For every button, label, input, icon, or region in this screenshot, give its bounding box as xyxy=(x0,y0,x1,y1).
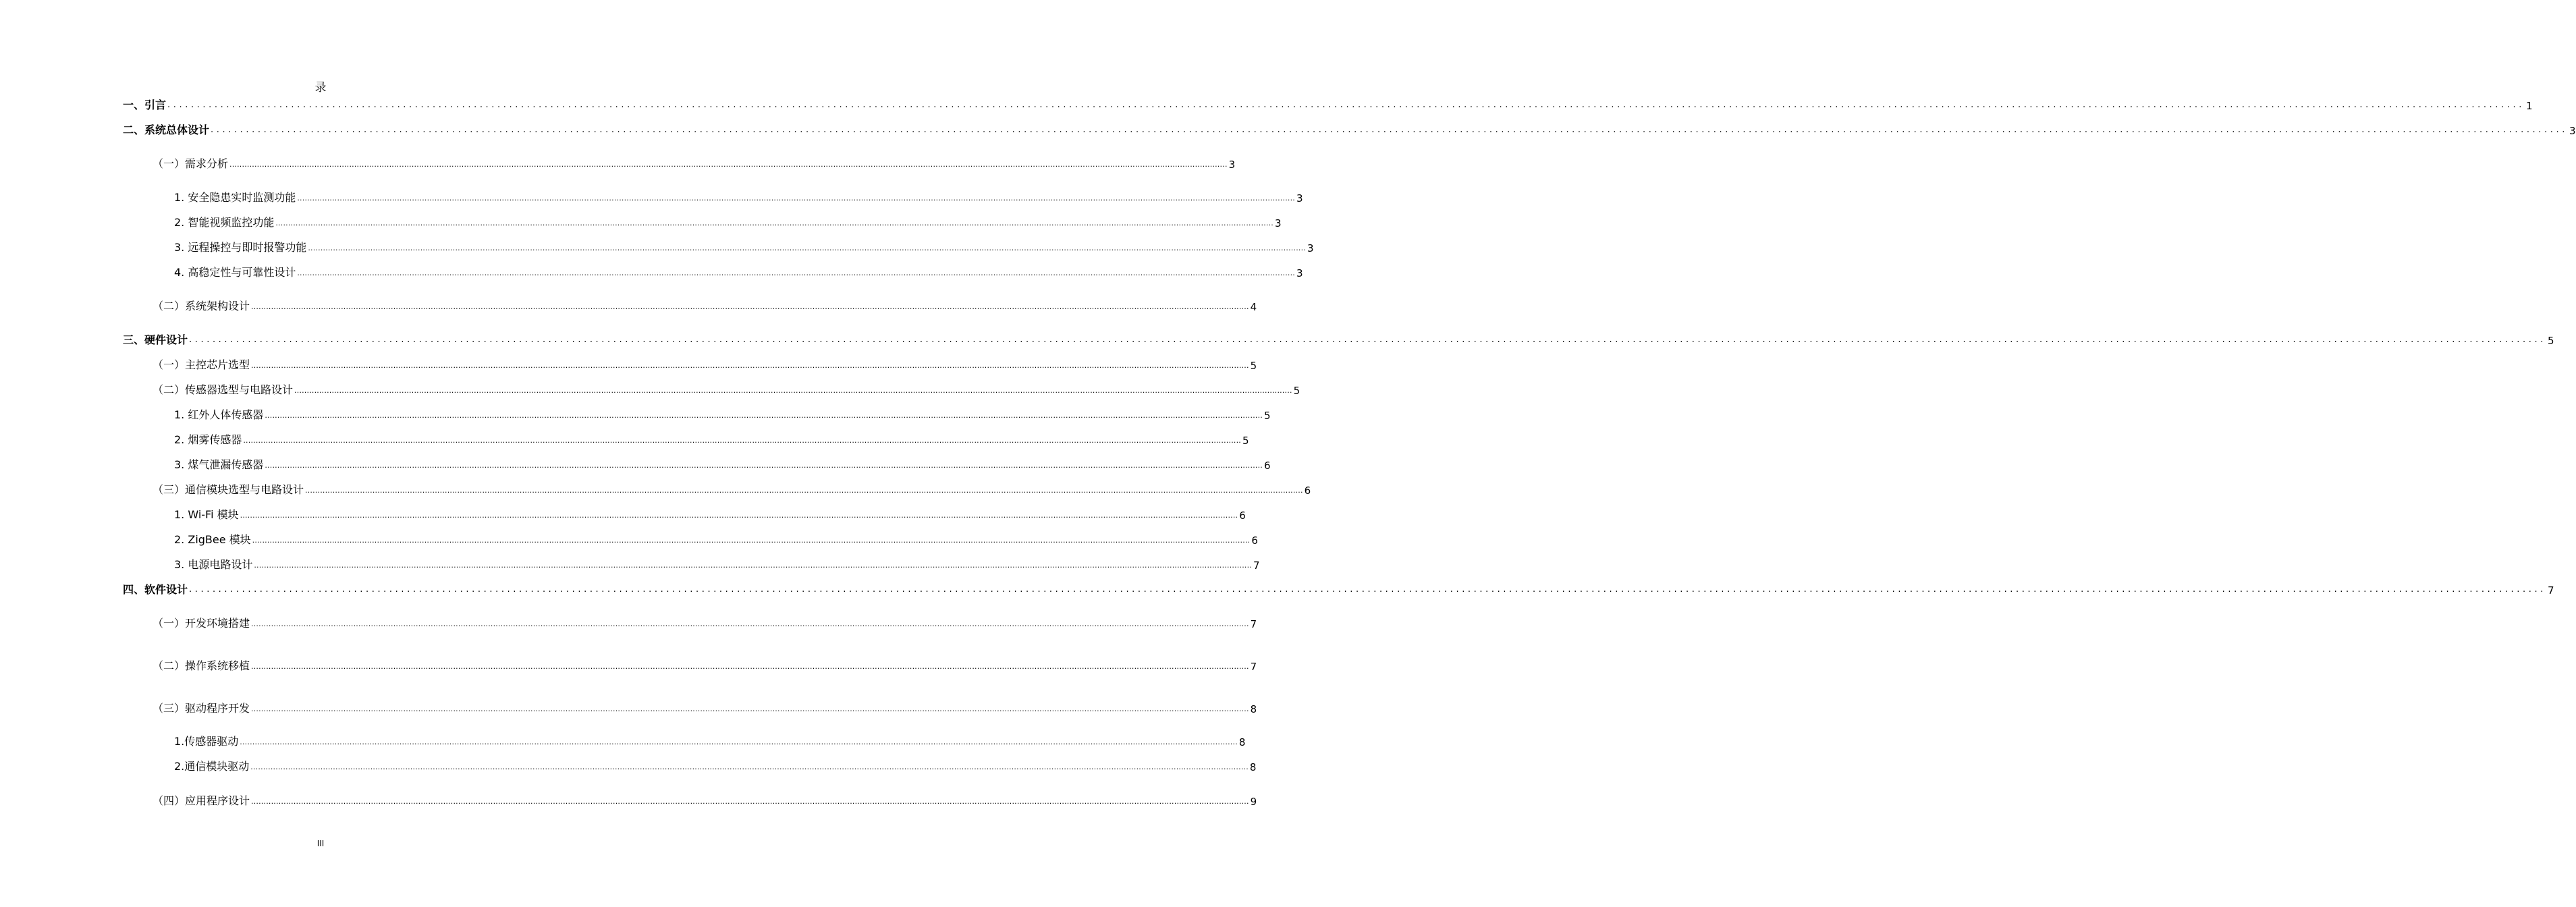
toc-leader-dots: ................................................................................................................................................................................................................................................................................................................................................................................................................ xyxy=(294,386,1292,395)
toc-entry-text: 二、系统总体设计 xyxy=(123,123,210,136)
toc-entry-text: （一）主控芯片选型 xyxy=(153,358,250,371)
toc-entry-text: （三）驱动程序开发 xyxy=(153,702,250,715)
toc-page-number: 6 xyxy=(1251,534,1258,547)
toc-page-number: 9 xyxy=(1250,796,1257,808)
toc-leader-dots: ................................................................................................................................................................................................................................................................................................................................................................................................................ xyxy=(305,486,1303,495)
toc-leader-dots: ................................................................................................................................................................................................................................................................................................................................................................................................................ xyxy=(250,763,1249,771)
toc-entry-text: 3. 煤气泄漏传感器 xyxy=(174,458,264,471)
toc-page-number: 3 xyxy=(1296,267,1303,279)
toc-page-number: 5 xyxy=(2547,335,2554,347)
toc-entry-text: 1.传感器驱动 xyxy=(174,735,239,748)
toc-leader-dots: ................................................................................................................................................................................................................................................................................................................................................................................................................ xyxy=(251,620,1249,628)
toc-entry[interactable] xyxy=(0,213,1282,229)
toc-entry[interactable] xyxy=(0,530,1258,547)
toc-leader-dots: ................................................................................................................................................................................................................................................................................................................................................................................................................ xyxy=(252,536,1251,545)
page-footer-number: III xyxy=(317,839,325,848)
toc-entry[interactable] xyxy=(0,580,2554,597)
toc-leader-dots: ................................................................................................................................................................................................................................................................................................................................................................................................................ xyxy=(211,125,2568,135)
toc-entry[interactable] xyxy=(0,297,1257,313)
toc-title: 录 xyxy=(314,81,327,94)
toc-leader-dots: ................................................................................................................................................................................................................................................................................................................................................................................................................ xyxy=(240,511,1238,520)
toc-page-number: 7 xyxy=(1250,661,1257,673)
toc-leader-dots: ................................................................................................................................................................................................................................................................................................................................................................................................................ xyxy=(251,705,1249,713)
toc-entry[interactable] xyxy=(0,480,1311,497)
toc-leader-dots: ................................................................................................................................................................................................................................................................................................................................................................................................................ xyxy=(240,738,1238,746)
toc-entry[interactable] xyxy=(0,657,1257,673)
toc-entry-text: 1. 红外人体传感器 xyxy=(174,408,264,421)
toc-entry[interactable] xyxy=(0,505,1246,522)
toc-entry[interactable] xyxy=(0,555,1260,572)
toc-page-number: 3 xyxy=(1307,242,1314,254)
toc-leader-dots: ................................................................................................................................................................................................................................................................................................................................................................................................................ xyxy=(229,160,1228,169)
toc-entry[interactable] xyxy=(0,96,2533,112)
toc-entry-text: （四）应用程序设计 xyxy=(153,794,250,807)
toc-entry-text: 2. 烟雾传感器 xyxy=(174,433,242,446)
toc-entry-text: （三）通信模块选型与电路设计 xyxy=(153,483,304,496)
toc-entry[interactable] xyxy=(0,732,1246,748)
toc-entry[interactable] xyxy=(0,614,1257,630)
toc-entry-text: （一）开发环境搭建 xyxy=(153,617,250,630)
toc-entry[interactable] xyxy=(0,331,2554,347)
toc-entry[interactable] xyxy=(0,456,1271,472)
toc-page-number: 5 xyxy=(1250,360,1257,372)
toc-entry[interactable] xyxy=(0,263,1303,279)
toc-page-number: 3 xyxy=(1228,159,1236,171)
toc-page-number: 3 xyxy=(1275,217,1282,229)
toc-entry[interactable] xyxy=(0,121,2576,137)
toc-entry-text: 4. 高稳定性与可靠性设计 xyxy=(174,266,296,279)
toc-entry-text: 3. 远程操控与即时报警功能 xyxy=(174,241,307,254)
toc-leader-dots: ................................................................................................................................................................................................................................................................................................................................................................................................................ xyxy=(275,219,1273,227)
toc-leader-dots: ................................................................................................................................................................................................................................................................................................................................................................................................................ xyxy=(297,194,1295,202)
toc-page-number: 1 xyxy=(2525,100,2533,112)
toc-entry-text: 三、硬件设计 xyxy=(123,333,188,346)
toc-leader-dots: ................................................................................................................................................................................................................................................................................................................................................................................................................ xyxy=(254,561,1252,570)
toc-entry-text: （二）传感器选型与电路设计 xyxy=(153,383,294,396)
toc-leader-dots: ................................................................................................................................................................................................................................................................................................................................................................................................................ xyxy=(251,361,1249,370)
toc-page-number: 7 xyxy=(2547,584,2554,597)
toc-leader-dots: ................................................................................................................................................................................................................................................................................................................................................................................................................ xyxy=(167,100,2525,110)
toc-entry-text: 1. 安全隐患实时监测功能 xyxy=(174,191,296,204)
toc-leader-dots: ................................................................................................................................................................................................................................................................................................................................................................................................................ xyxy=(251,797,1249,806)
toc-entry[interactable] xyxy=(0,188,1303,204)
toc-page-number: 7 xyxy=(1253,559,1260,572)
toc-page-number: 8 xyxy=(1250,703,1257,715)
toc-page-number: 3 xyxy=(2569,125,2576,137)
toc-entry-text: 3. 电源电路设计 xyxy=(174,558,253,571)
toc-page-number: 4 xyxy=(1250,301,1257,313)
toc-page-number: 3 xyxy=(1296,192,1303,204)
toc-entry-text: 2.通信模块驱动 xyxy=(174,760,250,773)
toc-leader-dots: ................................................................................................................................................................................................................................................................................................................................................................................................................ xyxy=(243,436,1241,445)
toc-entry-text: 2. ZigBee 模块 xyxy=(174,533,251,546)
toc-entry[interactable] xyxy=(0,238,1314,254)
toc-leader-dots: ................................................................................................................................................................................................................................................................................................................................................................................................................ xyxy=(265,411,1263,420)
toc-page-number: 8 xyxy=(1238,736,1246,748)
toc-leader-dots: ................................................................................................................................................................................................................................................................................................................................................................................................................ xyxy=(251,662,1249,671)
toc-leader-dots: ................................................................................................................................................................................................................................................................................................................................................................................................................ xyxy=(308,244,1306,252)
toc-entry[interactable] xyxy=(0,356,1257,372)
toc-entry[interactable] xyxy=(0,757,1257,773)
toc-entry-text: （一）需求分析 xyxy=(153,157,229,170)
toc-leader-dots: ................................................................................................................................................................................................................................................................................................................................................................................................................ xyxy=(251,302,1249,311)
toc-page-number: 5 xyxy=(1293,385,1300,397)
toc-leader-dots: ................................................................................................................................................................................................................................................................................................................................................................................................................ xyxy=(297,269,1295,277)
toc-page-number: 5 xyxy=(1242,435,1249,447)
toc-page-number: 7 xyxy=(1250,618,1257,630)
toc-page-number: 6 xyxy=(1304,485,1311,497)
toc-leader-dots: ................................................................................................................................................................................................................................................................................................................................................................................................................ xyxy=(189,584,2546,595)
toc-entry[interactable] xyxy=(0,431,1249,447)
toc-entry[interactable] xyxy=(0,406,1271,422)
toc-page-number: 5 xyxy=(1264,410,1271,422)
toc-entry[interactable] xyxy=(0,155,1236,171)
toc-leader-dots: ................................................................................................................................................................................................................................................................................................................................................................................................................ xyxy=(189,335,2546,345)
toc-page-number: 8 xyxy=(1249,761,1257,773)
toc-entry-text: 四、软件设计 xyxy=(123,583,188,596)
toc-entry[interactable] xyxy=(0,381,1300,397)
toc-entry[interactable] xyxy=(0,699,1257,715)
toc-leader-dots: ................................................................................................................................................................................................................................................................................................................................................................................................................ xyxy=(265,461,1263,470)
toc-entry-text: 2. 智能视频监控功能 xyxy=(174,216,275,229)
toc-entry-text: （二）操作系统移植 xyxy=(153,659,250,672)
toc-page-number: 6 xyxy=(1264,460,1271,472)
toc-entry-text: 1. Wi-Fi 模块 xyxy=(174,508,239,521)
toc-entry-text: 一、引言 xyxy=(123,99,167,111)
toc-page-number: 6 xyxy=(1239,510,1246,522)
toc-entry[interactable] xyxy=(0,792,1257,808)
toc-entry-text: （二）系统架构设计 xyxy=(153,300,250,312)
